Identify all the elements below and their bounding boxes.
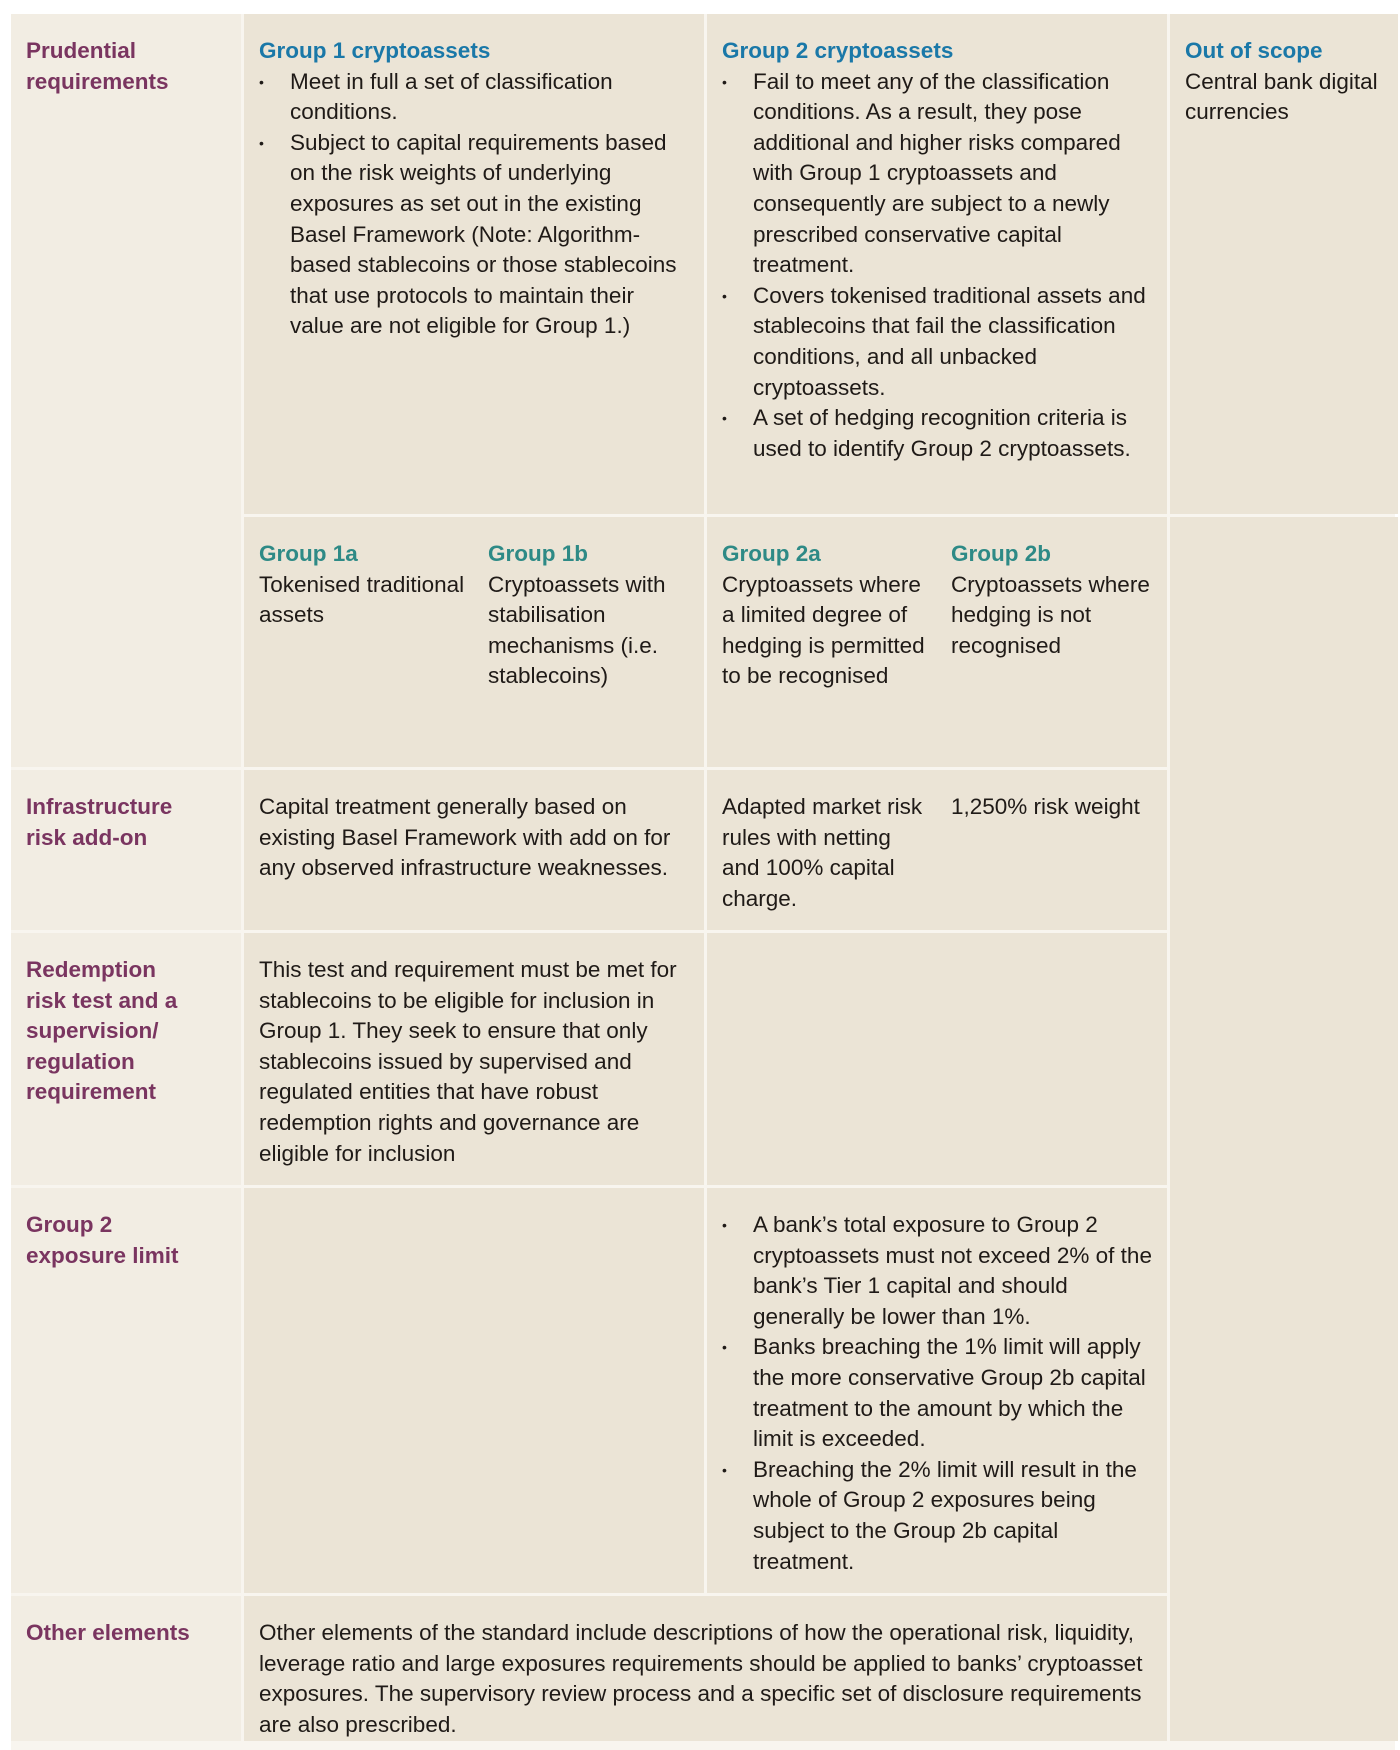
row-label-text: Infrastructure risk add-on <box>26 794 173 850</box>
exposure-limit-group1-cell <box>244 1188 704 1593</box>
list-item: • Banks breaching the 1% limit will apply the more conservative Group 2b capital treatment to the amount by which the limit is exceeded. <box>722 1332 1152 1454</box>
crypto-standard-table <box>11 14 1395 1750</box>
row-label-exposure-limit <box>11 1188 241 1593</box>
out-of-scope-cell <box>1170 14 1398 514</box>
exposure-limit-bullets <box>722 1210 1152 1577</box>
infrastructure-group1-cell <box>244 770 704 930</box>
group1a-title: Group 1a <box>259 541 358 566</box>
group2a <box>722 539 951 767</box>
row-label-text: Group 2 exposure limit <box>26 1212 179 1268</box>
group2-title: Group 2 cryptoassets <box>722 38 954 63</box>
exposure-limit-group2-cell <box>707 1188 1167 1593</box>
group1b <box>488 539 699 767</box>
group1a-text: Tokenised traditional assets <box>259 571 465 628</box>
list-item: • Breaching the 2% limit will result in the whole of Group 2 exposures being subject to the Group 2b capital treatment. <box>722 1455 1152 1577</box>
group2a-text: Cryptoassets where a limited degree of hedging is permitted to be recognised <box>722 571 925 689</box>
group1a <box>259 539 488 767</box>
group2b-title: Group 2b <box>951 541 1051 566</box>
infrastructure-group2-cell <box>707 770 1167 930</box>
group1b-title: Group 1b <box>488 541 588 566</box>
infrastructure-group2a-text: Adapted market risk rules with netting and 100% capital charge. <box>722 794 923 911</box>
out-of-scope-text: Central bank digital currencies <box>1185 68 1378 125</box>
list-item: • Fail to meet any of the classification conditions. As a result, they pose additional and higher risks compared with Group 1 cryptoassets and consequently are subject to a newly prescribed conservative capital treatment. <box>722 67 1152 281</box>
infrastructure-group1-text: Capital treatment generally based on existing Basel Framework with add on for any observed infrastructure weaknesses. <box>259 794 671 881</box>
row-label-text: Other elements <box>26 1620 190 1645</box>
row-label-redemption <box>11 933 241 1185</box>
group1-bullets <box>259 67 689 342</box>
row-label-other <box>11 1596 241 1741</box>
group2-cell <box>707 14 1167 514</box>
group2a-title: Group 2a <box>722 541 821 566</box>
row-label-text: Redemption risk test and a supervision/ regulation requirement <box>26 957 178 1105</box>
group1-subgroups-cell <box>244 517 704 767</box>
redemption-group1-text: This test and requirement must be met for stablecoins to be eligible for inclusion in Group 1. They seek to ensure that only stablecoins issued by supervised and regulated entities that have robust redemption rights and governance are eligible for inclusion <box>259 957 677 1166</box>
row-label-text: Prudential requirements <box>26 38 169 94</box>
other-elements-text: Other elements of the standard include descriptions of how the operational risk, liquidity, leverage ratio and large exposures requirements should be applied to banks’ cryptoasset exposures. The supervisory review process and a specific set of disclosure requirements are also prescribed. <box>259 1620 1143 1737</box>
list-item: • A bank’s total exposure to Group 2 cryptoassets must not exceed 2% of the bank’s Tier 1 capital and should generally be lower than 1%. <box>722 1210 1152 1332</box>
list-item: • Covers tokenised traditional assets and stablecoins that fail the classification conditions, and all unbacked cryptoassets. <box>722 281 1152 403</box>
group1-cell <box>244 14 704 514</box>
group2b-text: Cryptoassets where hedging is not recognised <box>951 571 1150 658</box>
out-of-scope-title: Out of scope <box>1185 38 1323 63</box>
list-item: • Subject to capital requirements based on the risk weights of underlying exposures as set out in the existing Basel Framework (Note: Algorithm-based stablecoins or those stablecoins that use protocols to maintain their value are not eligible for Group 1.) <box>259 128 689 342</box>
group1b-text: Cryptoassets with stabilisation mechanisms (i.e. stablecoins) <box>488 571 666 689</box>
out-of-scope-empty-cell <box>1170 517 1398 1741</box>
group2b <box>951 539 1162 767</box>
group2-bullets <box>722 67 1152 465</box>
row-label-prudential <box>11 14 241 767</box>
group1-title: Group 1 cryptoassets <box>259 38 491 63</box>
other-elements-cell <box>244 1596 1167 1741</box>
list-item: • A set of hedging recognition criteria is used to identify Group 2 cryptoassets. <box>722 403 1152 464</box>
row-label-infrastructure <box>11 770 241 930</box>
infrastructure-group2b-text: 1,250% risk weight <box>951 794 1140 819</box>
redemption-group2-cell <box>707 933 1167 1185</box>
group2-subgroups-cell <box>707 517 1167 767</box>
list-item: • Meet in full a set of classification conditions. <box>259 67 689 128</box>
redemption-group1-cell <box>244 933 704 1185</box>
